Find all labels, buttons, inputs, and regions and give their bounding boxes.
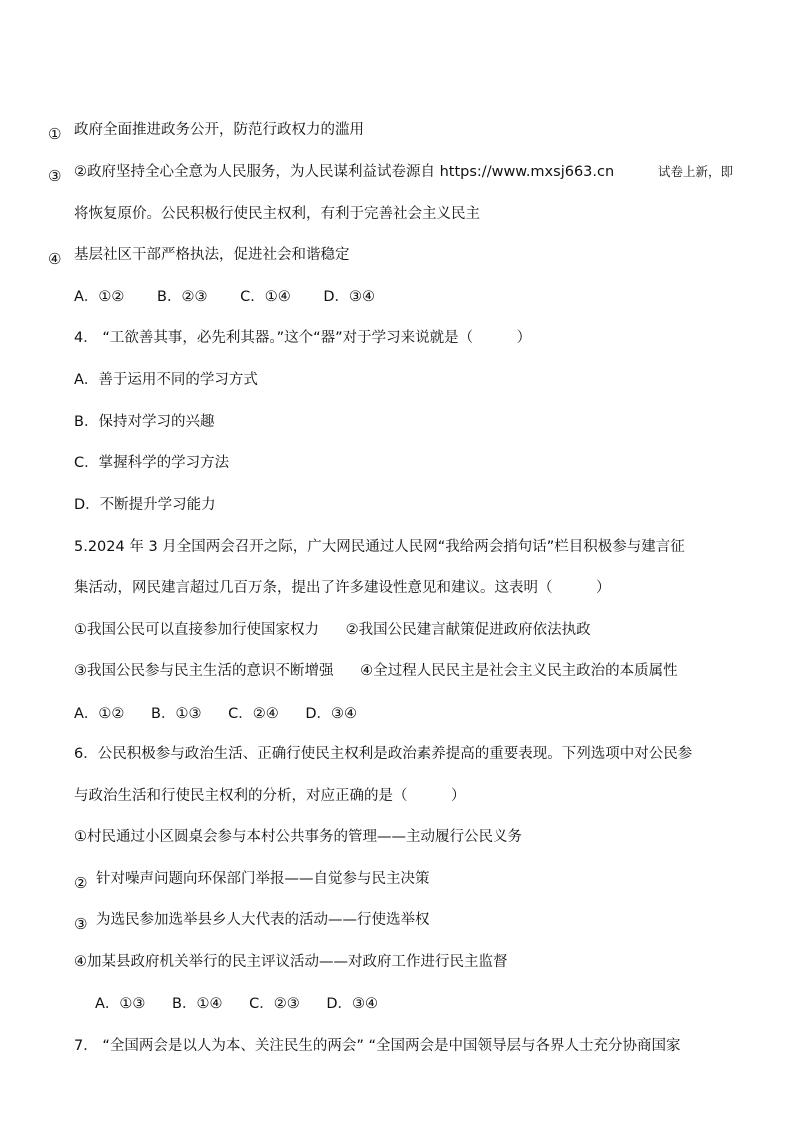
q5-statements-34 (74, 661, 678, 681)
q6-option-c: C．②③ (249, 996, 300, 1012)
q6-option-b: B．①④ (172, 996, 223, 1012)
q4-stem: 4． “工欲善其事，必先利其器。”这个“器”对于学习来说就是（ ） (74, 330, 532, 346)
q6-marker-2: ② (74, 874, 88, 892)
q5-statement-4: ④全过程人民民主是社会主义民主政治的本质属性 (360, 663, 678, 679)
q6-statement-2: 针对噪声问题向环保部门举报——自觉参与民主决策 (96, 871, 430, 887)
q5-options (74, 704, 357, 724)
q6-stem-line2: 与政治生活和行使民主权利的分析，对应正确的是（ ） (74, 788, 466, 804)
q5-stem-line1: 5.2024 年 3 月全国两会召开之际，广大网民通过人民网“我给两会捎句话”栏目积极参与建言征 (74, 539, 685, 555)
q5-statements-12 (74, 620, 591, 640)
q3-option-c: C．①④ (240, 289, 291, 305)
q7-stem-line1: 7． “全国两会是以人为本、关注民生的两会” “全国两会是中国领导层与各界人士充分协商国家 (74, 1038, 681, 1054)
q6-option-a: A．①③ (95, 996, 146, 1012)
q6-statement-3: 为选民参加选举县乡人大代表的活动——行使选举权 (96, 912, 430, 928)
q5-option-a: A．①② (74, 706, 125, 722)
q3-statement-4: 基层社区干部严格执法，促进社会和谐稳定 (74, 247, 350, 263)
q5-statement-3: ③我国公民参与民主生活的意识不断增强 (74, 663, 334, 679)
q6-stem-line1: 6．公民积极参与政治生活、正确行使民主权利是政治素养提高的重要表现。下列选项中对公民参 (74, 746, 693, 762)
q5-option-c: C．②④ (228, 706, 279, 722)
q6-statement-1: ①村民通过小区圆桌会参与本村公共事务的管理——主动履行公民义务 (74, 829, 522, 845)
q6-statement-4: ④加某县政府机关举行的民主评议活动——对政府工作进行民主监督 (74, 954, 508, 970)
marker-1: ① (48, 125, 62, 143)
q3-statement-2b: 将恢复原价。公民积极行使民主权利，有利于完善社会主义民主 (74, 206, 480, 222)
q5-statement-1: ①我国公民可以直接参加行使国家权力 (74, 622, 319, 638)
q3-option-d: D．③④ (323, 289, 375, 305)
q4-option-a: A．善于运用不同的学习方式 (74, 372, 258, 388)
marker-3: ③ (48, 167, 62, 185)
q3-option-b: B．②③ (157, 289, 208, 305)
q4-option-c: C．掌握科学的学习方法 (74, 455, 230, 471)
q3-statement-2a: ②政府坚持全心全意为人民服务，为人民谋利益试卷源自 https://www.mxsj663.cn (74, 164, 615, 180)
q4-option-b: B．保持对学习的兴趣 (74, 414, 215, 430)
q3-option-a: A．①② (74, 289, 125, 305)
q6-options (95, 994, 378, 1014)
q3-statement-1: 政府全面推进政务公开，防范行政权力的滥用 (74, 122, 364, 138)
marker-4: ④ (48, 250, 62, 268)
q5-statement-2: ②我国公民建言献策促进政府依法执政 (345, 622, 591, 638)
q6-marker-3: ③ (74, 915, 88, 933)
q3-options (74, 287, 375, 307)
q3-statement-2a-tail: 试卷上新，即 (658, 164, 734, 179)
q5-option-b: B．①③ (151, 706, 202, 722)
q5-option-d: D．③④ (305, 706, 357, 722)
q6-option-d: D．③④ (326, 996, 378, 1012)
q4-option-d: D．不断提升学习能力 (74, 497, 216, 513)
q5-stem-line2: 集活动，网民建言超过几百万条，提出了许多建设性意见和建议。这表明（ ） (74, 580, 611, 596)
